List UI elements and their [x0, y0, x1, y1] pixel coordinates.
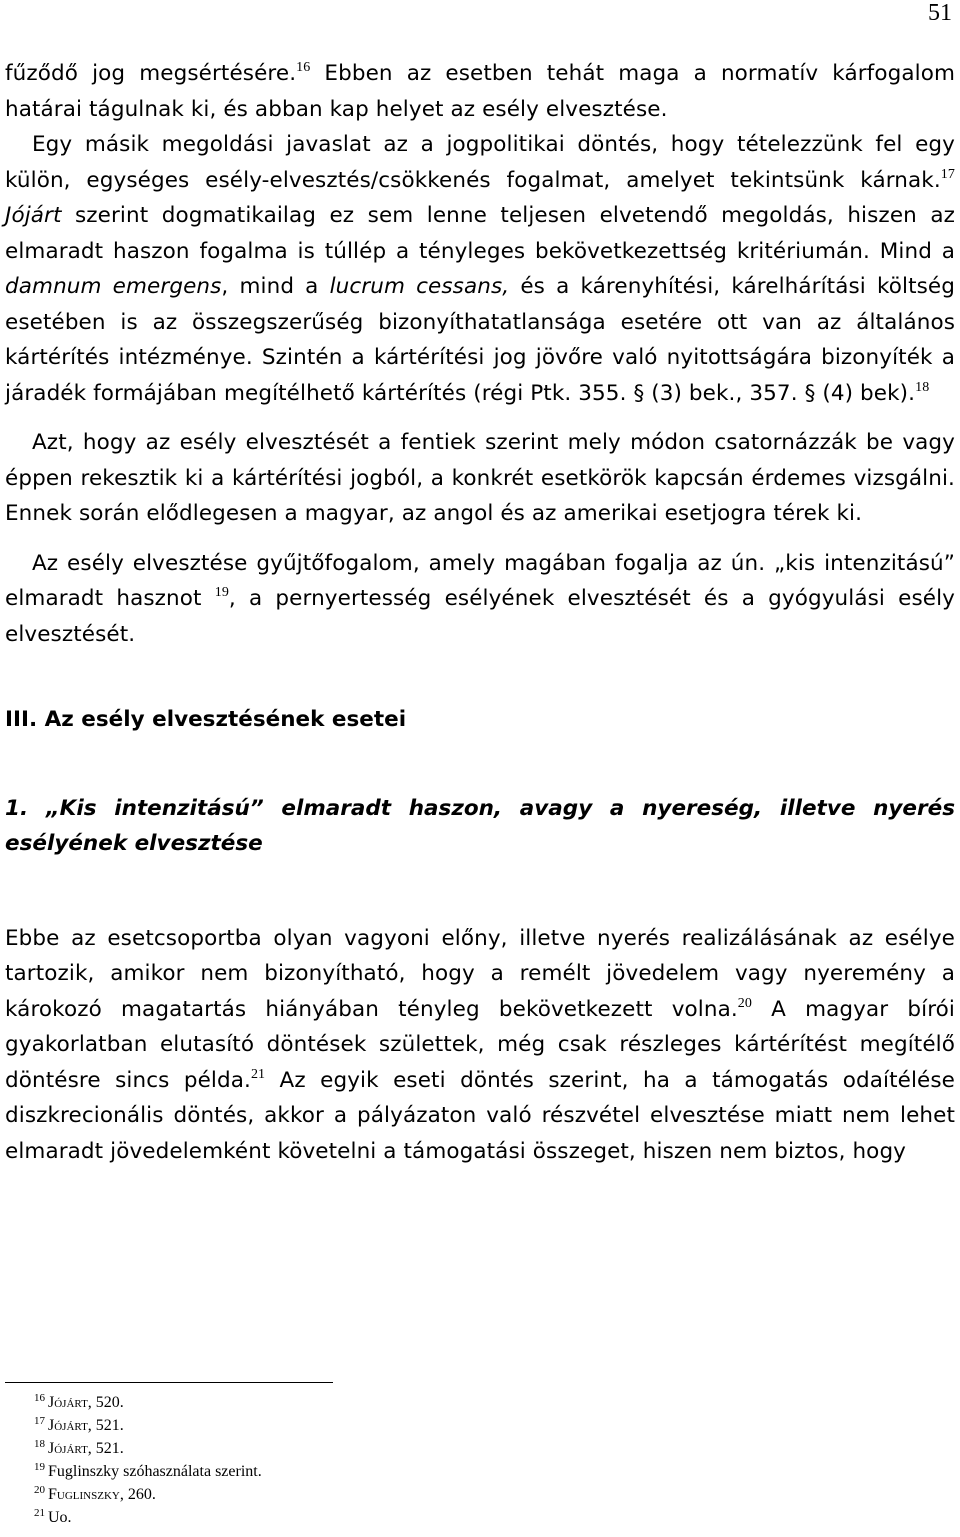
footnote-number: 17 — [34, 1415, 45, 1427]
footnote-author: Fuglinszky — [48, 1486, 120, 1503]
footnote-17 — [34, 1414, 262, 1437]
footnote-18 — [34, 1437, 262, 1460]
subsection-heading: 1. „Kis intenzitású” elmaradt haszon, avagy a nyereség, illetve nyerés esélyének elvesztése — [5, 795, 955, 856]
footnote-16 — [34, 1391, 262, 1414]
footnote-20 — [34, 1483, 262, 1506]
footnote-21 — [34, 1506, 262, 1529]
footnote-ref[interactable]: 20 — [737, 995, 752, 1011]
footnote-text: , 521. — [87, 1440, 124, 1457]
paragraph-text: Egy másik megoldási javaslat az a jogpolitikai döntés, hogy tételezzünk fel egy külön, egységes esély-elvesztés/csökkenés fogalmat, amelyet tekintsünk kárnak. — [5, 132, 955, 193]
paragraph-text: és a kárenyhítési, kárelhárítási költség esetében is az összegszerűség bizonyíthatatlansága esetére ott van az általános kártérítés intézménye. Szintén a kártérítési jog jövőre való nyitottságára bizonyíték a járadék formájában megítélhető kártérítés (régi Ptk. 355. § (3) bek., 357. § (4) bek). — [5, 274, 955, 406]
section-heading: III. Az esély elvesztésének esetei — [5, 707, 407, 732]
author-name: Jójárt — [5, 203, 62, 228]
footnote-author: Jójárt — [48, 1394, 88, 1411]
footnote-separator — [5, 1382, 333, 1383]
footnote-text: , 260. — [119, 1486, 156, 1503]
footnote-ref[interactable]: 17 — [940, 166, 955, 182]
latin-term: lucrum cessans, — [329, 274, 510, 299]
footnote-text: Fuglinszky szóhasználata szerint. — [48, 1463, 262, 1480]
footnote-19 — [34, 1460, 262, 1483]
footnote-author: Jójárt — [48, 1440, 88, 1457]
paragraph-text: szerint dogmatikailag ez sem lenne teljesen elvetendő megoldás, hiszen az elmaradt haszon fogalma is túllép a tényleges bekövetkezettség kritériumán. Mind a — [5, 203, 955, 264]
paragraph-text: Ebbe az esetcsoportba olyan vagyoni előny, illetve nyerés realizálásának az esélye tartozik, amikor nem bizonyítható, hogy a remélt jövedelem vagy nyeremény a károkozó magatartás hiányában tényleg bekövetkezett volna. — [5, 925, 955, 1022]
paragraph-4 — [5, 546, 955, 653]
page-number: 51 — [928, 0, 952, 26]
footnote-text: , 521. — [87, 1417, 124, 1434]
footnote-number: 20 — [34, 1484, 45, 1496]
paragraph-5 — [5, 921, 955, 1170]
footnote-number: 18 — [34, 1438, 45, 1450]
paragraph-text: A magyar bírói gyakorlatban elutasító döntések születtek, még csak részleges kártérítést megítélő döntésre sincs példa. — [5, 996, 955, 1093]
paragraph-text: Az esély elvesztése gyűjtőfogalom, amely magában fogalja az ún. „kis intenzitású” elmaradt hasznot — [5, 550, 955, 611]
footnote-ref[interactable]: 18 — [915, 379, 930, 395]
footnotes — [34, 1391, 262, 1529]
footnote-text: , 520. — [87, 1394, 124, 1411]
paragraph-text: , mind a — [221, 274, 330, 299]
paragraph-text: , a pernyertesség esélyének elvesztését és a gyógyulási esély elvesztését. — [5, 586, 955, 647]
paragraph-3: Azt, hogy az esély elvesztését a fentiek szerint mely módon csatornázzák be vagy éppen rekesztik ki a kártérítési jogból, a konkrét esetkörök kapcsán érdemes vizsgálni. Ennek során elődlegesen a magyar, az angol és az amerikai esetjogra térek ki. — [5, 430, 955, 526]
footnote-ref[interactable]: 16 — [296, 60, 311, 75]
paragraph-2 — [5, 127, 955, 411]
footnote-number: 19 — [34, 1461, 45, 1473]
paragraph-text: fűződő jog megsértésére. — [5, 61, 297, 86]
footnote-number: 16 — [34, 1392, 45, 1404]
paragraph-text: Az egyik eseti döntés szerint, ha a támogatás odaítélése diszkrecionális döntés, akkor a pályázaton való részvétel elvesztése miatt nem lehet elmaradt jövedelemként követelni a támogatási összeget, hiszen nem biztos, hogy — [5, 1067, 955, 1164]
footnote-number: 21 — [34, 1507, 45, 1519]
footnote-ref[interactable]: 19 — [214, 585, 229, 600]
page-body — [5, 56, 955, 1169]
footnote-author: Jójárt — [48, 1417, 88, 1434]
paragraph-text: Ebben az esetben tehát maga a normatív kárfogalom határai tágulnak ki, és abban kap helyet az esély elvesztése. — [5, 61, 955, 122]
footnote-text: Uo. — [48, 1509, 72, 1526]
latin-term: damnum emergens — [5, 274, 222, 299]
footnote-ref[interactable]: 21 — [250, 1066, 266, 1082]
paragraph-1 — [5, 56, 955, 127]
